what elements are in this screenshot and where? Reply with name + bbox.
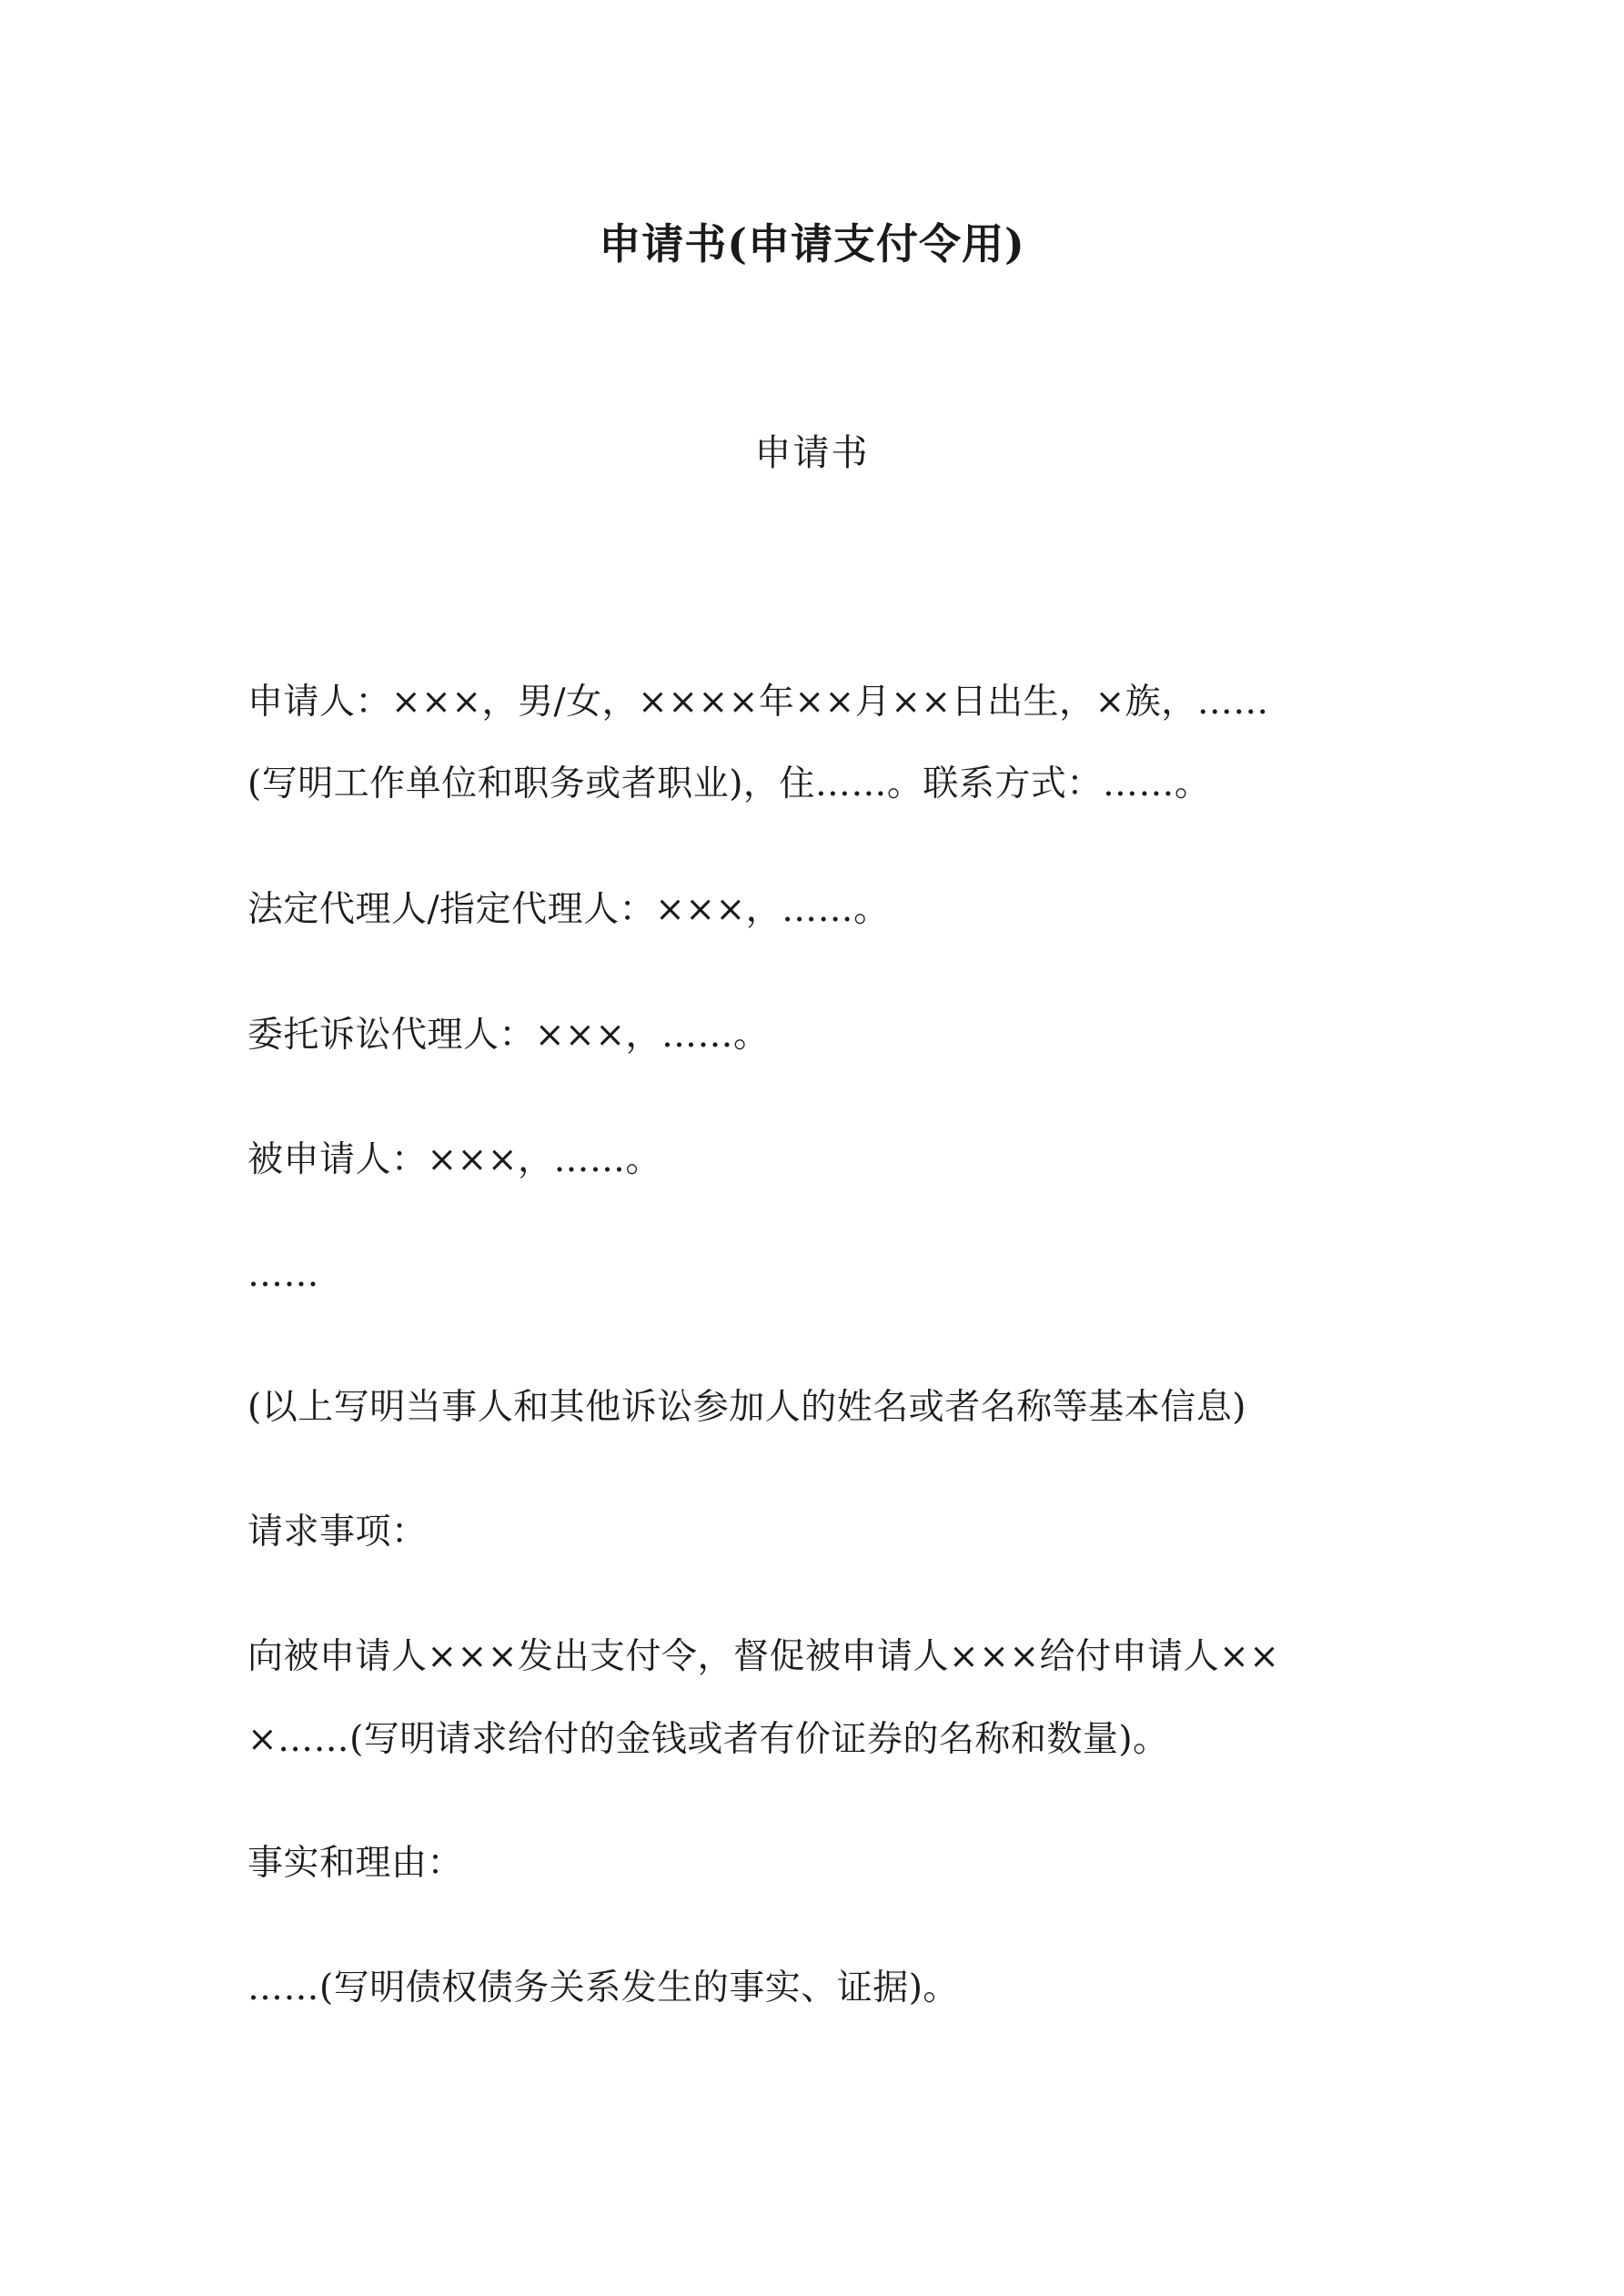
claims-line-1: 向被申请人×××发出支付令，督促被申请人×××给付申请人××: [247, 1636, 1280, 1677]
applicant-line-1: 申请人：×××，男/女，××××年××月××日出生，×族，……: [247, 682, 1269, 723]
claims-line-2: ×……(写明请求给付的金钱或者有价证券的名称和数量)。: [247, 1719, 1169, 1760]
claims-heading: 请求事项：: [247, 1512, 428, 1553]
facts-heading: 事实和理由：: [247, 1843, 464, 1884]
ellipsis-line: ……: [247, 1254, 319, 1295]
document-subtitle: 申请书: [754, 432, 870, 474]
document-title: 申请书(申请支付令用): [599, 219, 1025, 268]
facts-line-1: ……(写明债权债务关系发生的事实、证据)。: [247, 1967, 959, 2008]
legal-representative-line: 法定代理人/指定代理人：×××，……。: [247, 889, 890, 930]
respondent-line: 被申请人：×××，……。: [247, 1139, 662, 1180]
parties-note: (以上写明当事人和其他诉讼参加人的姓名或者名称等基本信息): [247, 1387, 1246, 1428]
applicant-line-2: (写明工作单位和职务或者职业)，住……。联系方式：……。: [247, 764, 1211, 804]
entrusted-agent-line: 委托诉讼代理人：×××，……。: [247, 1015, 770, 1056]
